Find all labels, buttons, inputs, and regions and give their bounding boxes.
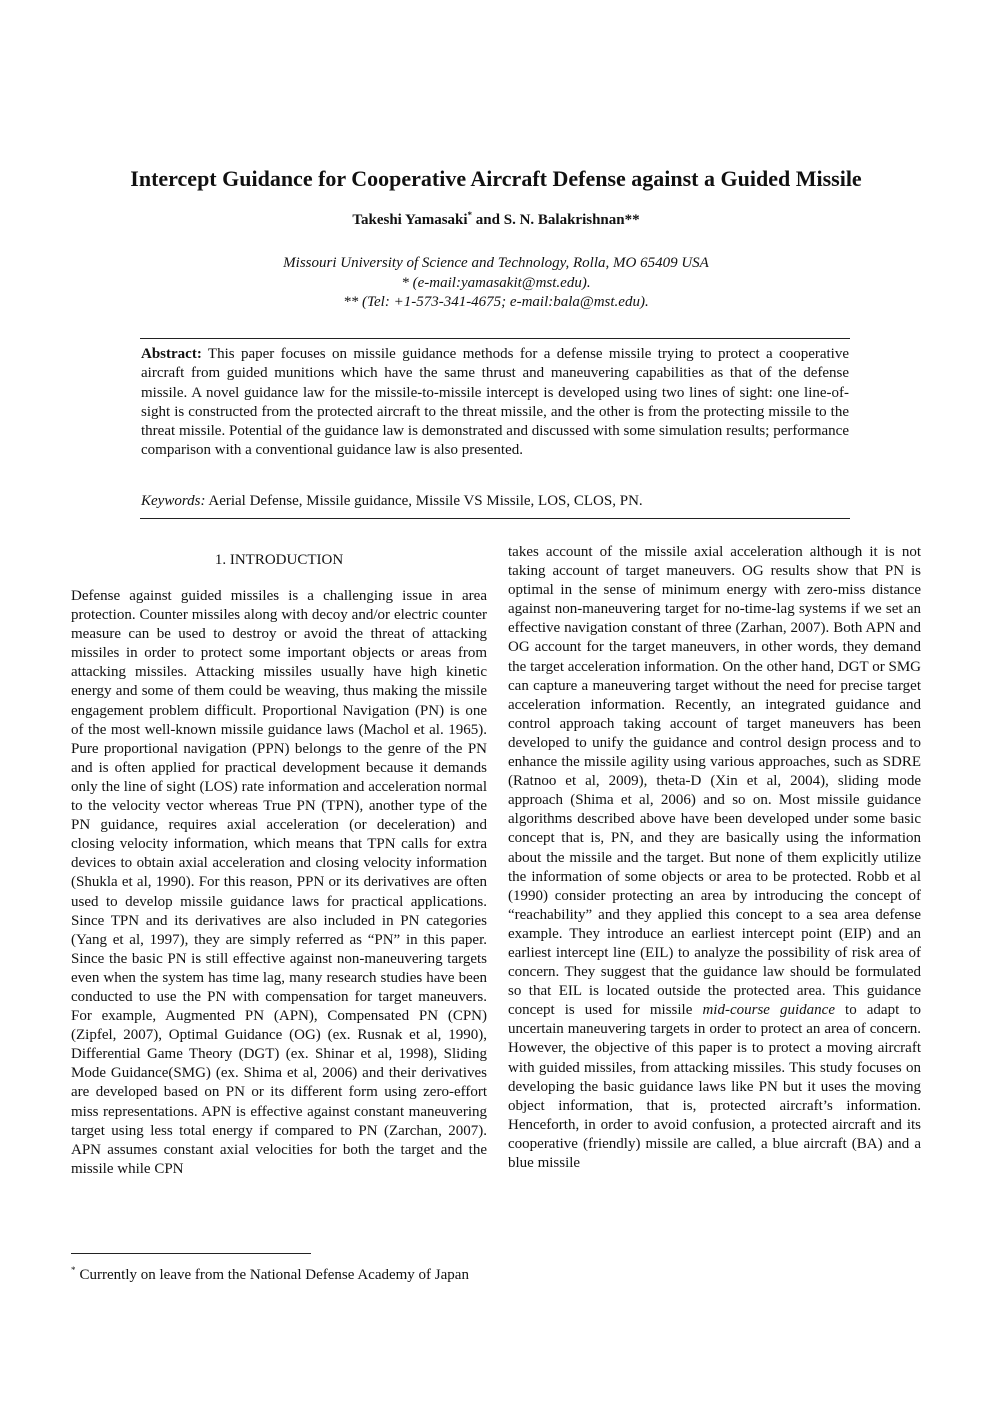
author-1-mark: * (467, 210, 473, 220)
intro-emphasis: mid-course guidance (702, 1002, 835, 1019)
footnote (71, 1265, 469, 1284)
affiliation-block (40, 254, 952, 313)
keywords-label: Keywords: (141, 493, 206, 509)
author-2: S. N. Balakrishnan** (503, 212, 640, 228)
left-column (71, 587, 487, 1179)
footnote-mark: * (71, 1265, 76, 1275)
intro-paragraph-right (508, 543, 921, 1173)
keywords-text: Aerial Defense, Missile guidance, Missile VS Missile, LOS, CLOS, PN. (205, 493, 643, 509)
abstract-bottom-rule (140, 518, 850, 519)
intro-paragraph-left: Defense against guided missiles is a challenging issue in area protection. Counter missiles along with decoy and/or electric counter measure can be used to destroy or avoid the threat of attacking missiles in order to protect some important objects or areas from attacking missiles. Attacking missiles usually have high kinetic energy and some of them could be weaving, thus making the missile engagement problem difficult. Proportional Navigation (PN) is one of the most well-known missile guidance laws (Machol et al. 1965). Pure proportional navigation (PPN) belongs to the genre of the PN and is often applied for practical development because it demands only the line of sight (LOS) rate information and acceleration normal to the velocity vector whereas True PN (TPN), another type of the PN guidance, requires axial acceleration (or deceleration) and closing velocity information, which means that TPN calls for extra devices to obtain axial acceleration and closing velocity information (Shukla et al, 1990). For this reason, PPN or its derivatives are often used to develop missile guidance laws for practical applications. Since TPN and its derivatives are also included in PN categories (Yang et al, 1997), they are simply referred as “PN” in this paper. Since the basic PN is still effective against non-maneuvering targets even when the system has time lag, many research studies have been conducted to use the PN with compensation for target maneuvers. For example, Augmented PN (APN), Compensated PN (CPN) (Zipfel, 2007), Optimal Guidance (OG) (ex. Rusnak et al, 1990), Differential Game Theory (DGT) (ex. Shinar et al, 1998), Sliding Mode Guidance(SMG) (ex. Shima et al, 2006) and their derivatives are developed based on PN or its different form using zero-effort miss representations. APN is effective against constant maneuvering target using less total energy if compared to PN (Zarchan, 2007). APN assumes constant axial velocities for both the target and the missile while CPN (71, 588, 487, 1177)
footnote-text: Currently on leave from the National Defense Academy of Japan (79, 1267, 469, 1283)
keywords (141, 492, 849, 511)
author-2-contact: ** (Tel: +1-573-341-4675; e-mail:bala@mst.edu). (343, 294, 649, 310)
abstract-top-rule (140, 338, 850, 339)
abstract-label: Abstract: (141, 346, 202, 362)
abstract-text: This paper focuses on missile guidance methods for a defense missile trying to protect a cooperative aircraft from guided munitions which have the same thrust and maneuvering capabilities as that of the defense missile. A novel guidance law for the missile-to-missile intercept is developed using two lines of sight: one line-of-sight is constructed from the protected aircraft to the threat missile, and the other is from the protecting missile to the threat missile. Potential of the guidance law is demonstrated and discussed with some simulation results; performance comparison with a conventional guidance law is also presented. (141, 346, 849, 459)
footnote-rule (71, 1253, 311, 1254)
affiliation-line: Missouri University of Science and Technology, Rolla, MO 65409 USA (283, 255, 709, 271)
right-column (508, 543, 921, 1173)
author-conjunction: and (472, 212, 504, 228)
author-line (40, 210, 952, 229)
intro-text-part-a: takes account of the missile axial acceleration although it is not taking account of target maneuvers. OG results show that PN is optimal in the sense of minimum energy with zero-miss distance against non-maneuvering target for no-time-lag systems if we set an effective navigation constant of three (Zarhan, 2007). Both APN and OG account for the target maneuvers, in other words, they demand the target acceleration information. On the other hand, DGT or SMG can capture a maneuvering target without the need for precise target acceleration information. Recently, an integrated guidance and control approach taking account of target maneuvers has been developed to unify the guidance and control design process and to enhance the missile agility using various approaches, such as SDRE (Ratnoo et al, 2009), theta-D (Xin et al, 2004), sliding mode approach (Shima et al, 2006) and so on. Most missile guidance algorithms described above have been developed under some basic concept that is, PN, and they are basically using the information about the missile and the target. But none of them explicitly utilize the information of some objects or area to be protected. Robb et al (1990) consider protecting an area by introducing the concept of “reachability” and they applied this concept to a sea area defense example. They introduce an earliest intercept point (EIP) and an earliest intercept line (EIL) to analyze the possibility of risk area of concern. They suggest that the guidance law should be formulated so that EIL is located outside the protected area. This guidance concept is used for missile (508, 544, 921, 1019)
intro-text-part-b: to adapt to uncertain maneuvering targets in order to protect an area of concern. However, the objective of this paper is to protect a moving aircraft with guided missiles, from attacking missiles. This study focuses on developing the basic guidance laws like PN but it uses the moving object information, that is, protected aircraft’s information. Henceforth, in order to avoid confusion, a protected aircraft and its cooperative (friendly) missile are called, a blue aircraft (BA) and a blue missile (508, 1002, 921, 1171)
author-1-contact: * (e-mail:yamasakit@mst.edu). (401, 274, 591, 291)
paper-title: Intercept Guidance for Cooperative Aircraft Defense against a Guided Missile (130, 166, 862, 191)
section-heading-introduction: 1. INTRODUCTION (214, 552, 344, 568)
author-1: Takeshi Yamasaki (352, 212, 468, 228)
abstract (141, 345, 849, 461)
